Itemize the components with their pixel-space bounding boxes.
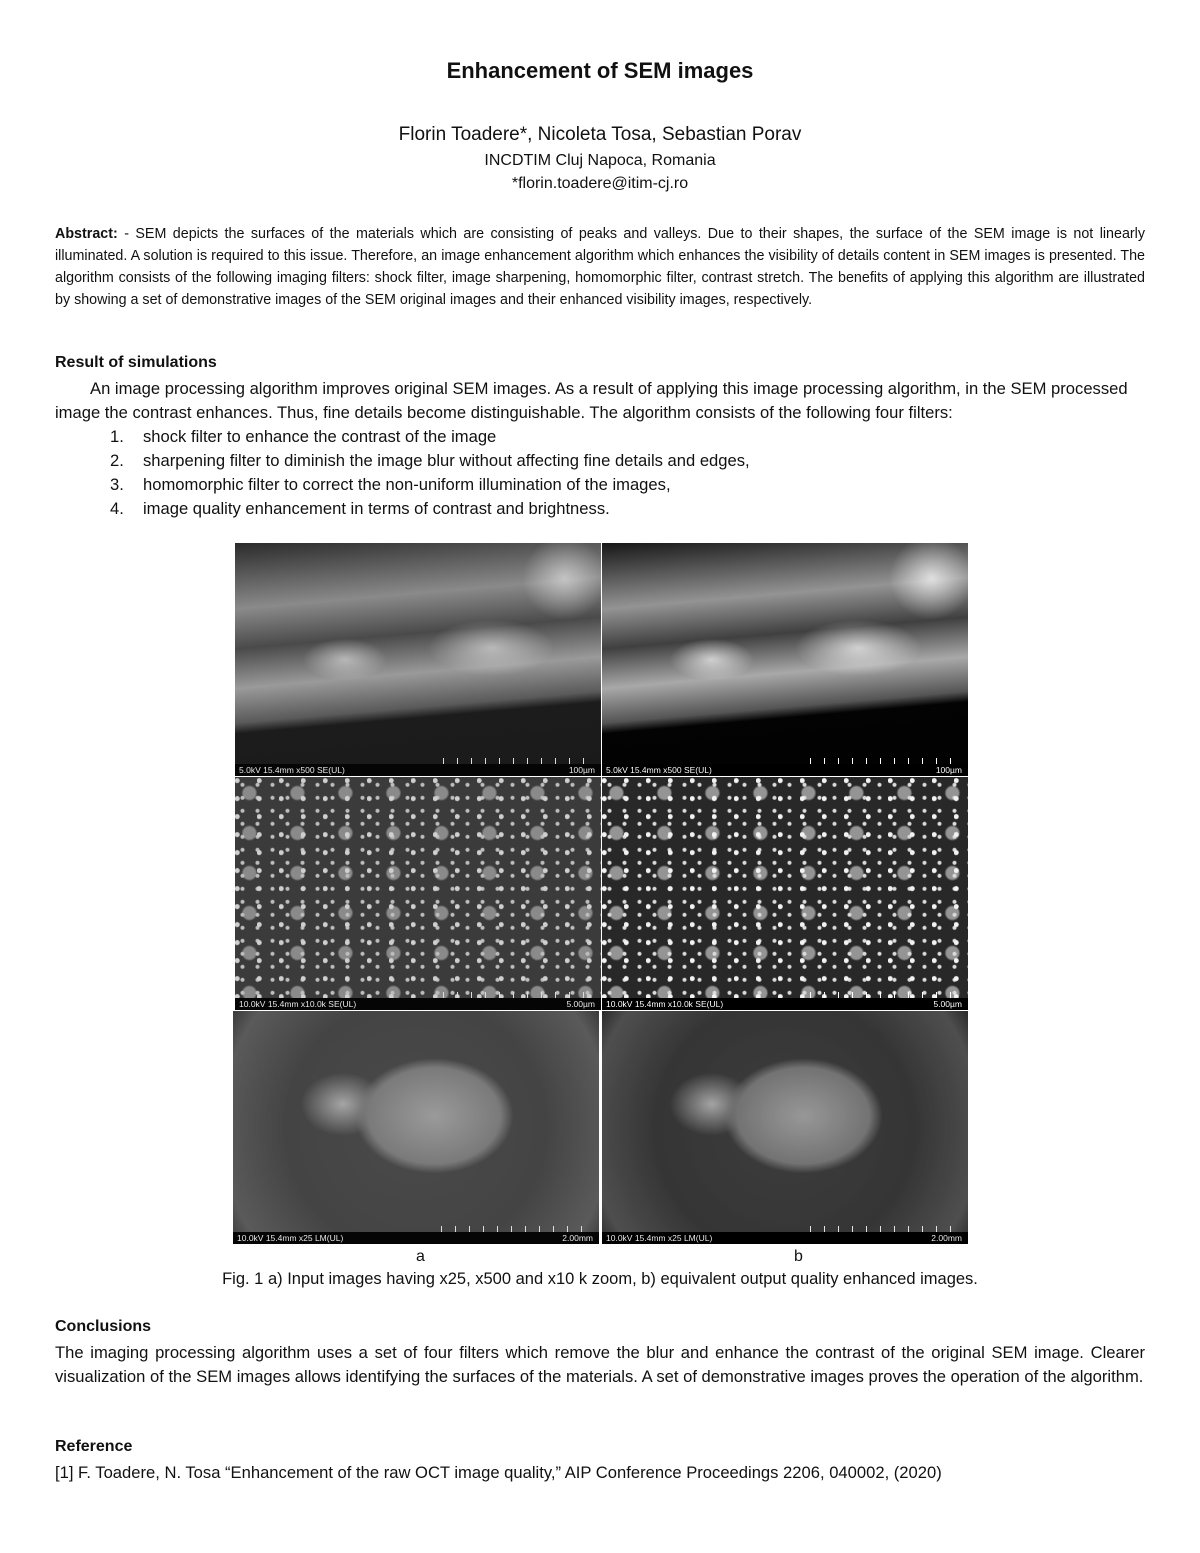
- results-paragraph: [55, 377, 1145, 425]
- sem-image-b-x10k: [602, 777, 968, 1010]
- sem-image-a-x500: [235, 543, 601, 776]
- sem-info-bar: 5.0kV 15.4mm x500 SE(UL) 100µm: [235, 764, 601, 776]
- sem-info-bar: 5.0kV 15.4mm x500 SE(UL) 100µm: [602, 764, 968, 776]
- reference-heading: Reference: [55, 1438, 133, 1455]
- figure-label-b: b: [794, 1248, 803, 1265]
- sem-info-bar: 10.0kV 15.4mm x10.0k SE(UL) 5.00µm: [235, 998, 601, 1010]
- figure-caption: Fig. 1 a) Input images having x25, x500 and x10 k zoom, b) equivalent output quality enhanced images.: [222, 1270, 978, 1288]
- list-item: 2. sharpening filter to diminish the image blur without affecting fine details and edges,: [110, 451, 750, 470]
- author-list: Florin Toadere*, Nicoleta Tosa, Sebastian Porav: [398, 124, 802, 145]
- results-heading: Result of simulations: [55, 354, 217, 371]
- list-item: 1. shock filter to enhance the contrast of the image: [110, 427, 497, 446]
- conclusions-text: The imaging processing algorithm uses a set of four filters which remove the blur and enhance the contrast of the original SEM image. Clearer visualization of the SEM images allows identifying the surfaces of the materials. A set of demonstrative images proves the operation of the algorithm.: [55, 1343, 1145, 1386]
- page-title: Enhancement of SEM images: [446, 58, 754, 83]
- sem-info-bar: 10.0kV 15.4mm x25 LM(UL) 2.00mm: [233, 1232, 599, 1244]
- figure-1: [233, 543, 969, 1244]
- list-item: 4. image quality enhancement in terms of contrast and brightness.: [110, 499, 610, 518]
- abstract-label: Abstract:: [55, 226, 118, 242]
- filter-list: [55, 425, 750, 521]
- reference-item: [1] F. Toadere, N. Tosa “Enhancement of the raw OCT image quality,” AIP Conference Proceedings 2206, 040002, (2020): [55, 1463, 942, 1482]
- abstract: [55, 223, 1145, 311]
- sem-image-b-x500: [602, 543, 968, 776]
- contact-email[interactable]: *florin.toadere@itim-cj.ro: [511, 175, 689, 192]
- sem-info-bar: 10.0kV 15.4mm x10.0k SE(UL) 5.00µm: [602, 998, 968, 1010]
- affiliation: INCDTIM Cluj Napoca, Romania: [484, 152, 716, 169]
- conclusions-heading: Conclusions: [55, 1318, 152, 1335]
- sem-image-a-x10k: [235, 777, 601, 1010]
- results-paragraph-text: An image processing algorithm improves original SEM images. As a result of applying this image processing algorithm, in the SEM processed image the contrast enhances. Thus, fine details become distinguishable. The algorithm consists of the following four filters:: [55, 379, 1128, 422]
- abstract-text: - SEM depicts the surfaces of the materials which are consisting of peaks and valleys. Due to their shapes, the surface of the SEM image is not linearly illuminated. A solution is required to this issue. Therefore, an image enhancement algorithm which enhances the visibility of details content in SEM images is presented. The algorithm consists of the following imaging filters: shock filter, image sharpening, homomorphic filter, contrast stretch. The benefits of applying this algorithm are illustrated by showing a set of demonstrative images of the SEM original images and their enhanced visibility images, respectively.: [55, 226, 1145, 308]
- sem-info-bar: 10.0kV 15.4mm x25 LM(UL) 2.00mm: [602, 1232, 968, 1244]
- sem-image-a-x25: [233, 1011, 599, 1244]
- list-item: 3. homomorphic filter to correct the non-uniform illumination of the images,: [110, 475, 671, 494]
- figure-label-a: a: [416, 1248, 425, 1265]
- sem-image-b-x25: [602, 1011, 968, 1244]
